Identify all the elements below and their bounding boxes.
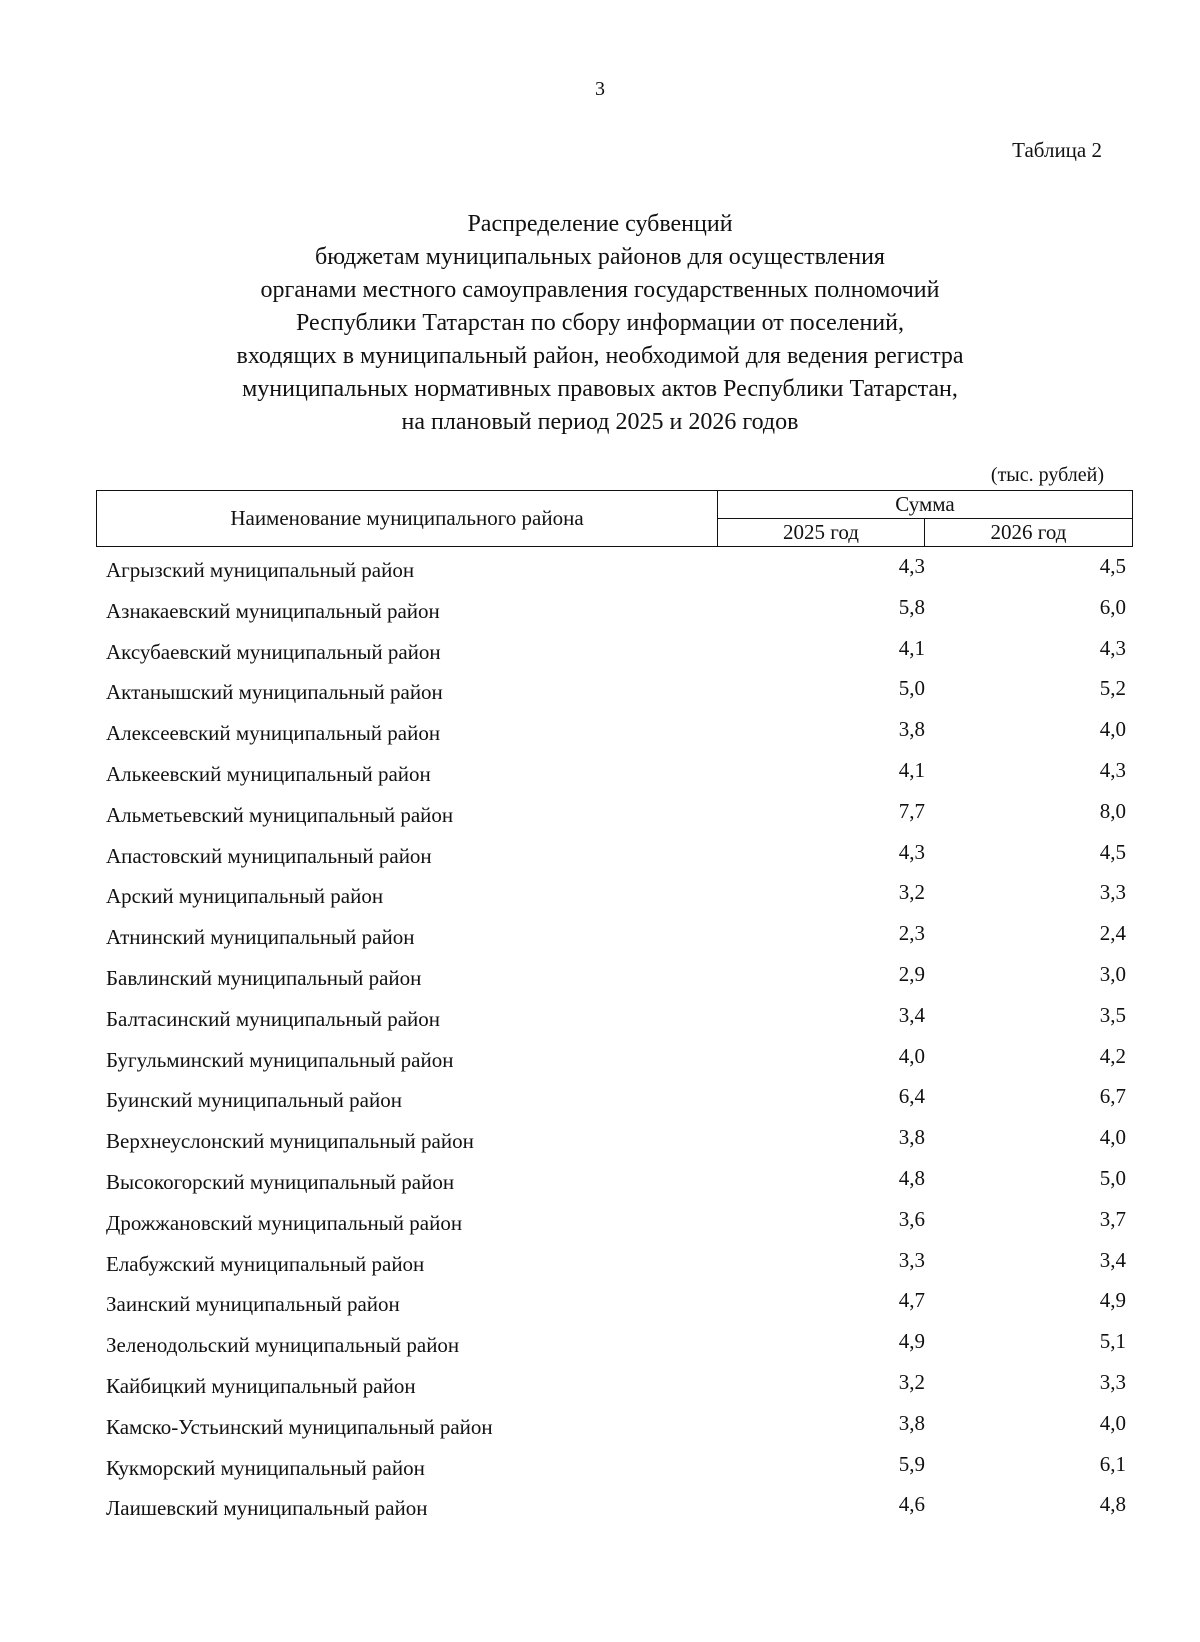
value-2025: 4,1 — [898, 757, 925, 782]
header-sum: Сумма — [718, 491, 1132, 519]
value-2026: 3,3 — [1099, 880, 1126, 905]
table-row — [0, 1203, 1200, 1244]
table-row — [0, 1325, 1200, 1366]
title-line: Распределение субвенций — [467, 211, 733, 237]
value-2025: 4,9 — [898, 1329, 925, 1354]
district-name: Дрожжановский муниципальный район — [106, 1210, 463, 1235]
header-year-2026: 2026 год — [990, 520, 1067, 544]
value-2025: 2,3 — [898, 921, 925, 946]
table-row — [0, 1244, 1200, 1285]
value-2026: 6,1 — [1099, 1451, 1126, 1476]
value-2025: 4,7 — [898, 1288, 925, 1313]
header-district-name: Наименование муниципального района — [97, 491, 718, 546]
value-2026: 4,3 — [1099, 757, 1126, 782]
value-2025: 3,2 — [898, 880, 925, 905]
district-name: Аксубаевский муниципальный район — [106, 639, 441, 664]
title-line: органами местного самоуправления государственных полномочий — [260, 277, 940, 303]
district-name: Апастовский муниципальный район — [106, 843, 432, 868]
district-name: Лаишевский муниципальный район — [106, 1496, 428, 1521]
table-row — [0, 958, 1200, 999]
value-2026: 4,5 — [1099, 554, 1126, 578]
district-name: Буинский муниципальный район — [106, 1088, 402, 1113]
table-row — [0, 1488, 1200, 1529]
units-label: (тыс. рублей) — [990, 464, 1104, 486]
table-row — [0, 795, 1200, 836]
value-2026: 8,0 — [1099, 798, 1126, 823]
district-name: Кукморский муниципальный район — [106, 1455, 425, 1480]
district-name: Балтасинский муниципальный район — [106, 1006, 441, 1031]
value-2025: 4,6 — [898, 1492, 925, 1517]
table-row — [0, 754, 1200, 795]
page-number: 3 — [595, 78, 605, 100]
value-2026: 3,5 — [1099, 1002, 1126, 1027]
district-name: Альметьевский муниципальный район — [106, 802, 454, 827]
value-2026: 5,1 — [1099, 1329, 1126, 1354]
table-row — [0, 1040, 1200, 1081]
value-2025: 3,8 — [898, 1410, 925, 1435]
table-row — [0, 1080, 1200, 1121]
value-2025: 3,4 — [898, 1002, 925, 1027]
title-line: Республики Татарстан по сбору информации от поселений, — [296, 310, 904, 336]
value-2025: 4,1 — [898, 635, 925, 660]
value-2026: 4,0 — [1099, 1410, 1126, 1435]
district-name: Алькеевский муниципальный район — [106, 761, 431, 786]
table-row — [0, 1284, 1200, 1325]
value-2025: 7,7 — [898, 798, 925, 823]
table-row — [0, 550, 1200, 591]
title-line: муниципальных нормативных правовых актов Республики Татарстан, — [242, 376, 958, 402]
district-name: Высокогорский муниципальный район — [106, 1169, 455, 1194]
district-name: Атнинский муниципальный район — [106, 925, 415, 950]
value-2026: 3,4 — [1099, 1247, 1126, 1272]
value-2026: 3,7 — [1099, 1206, 1126, 1231]
value-2026: 4,5 — [1099, 839, 1126, 864]
table-row — [0, 632, 1200, 673]
district-name: Елабужский муниципальный район — [106, 1251, 425, 1276]
value-2025: 6,4 — [898, 1084, 925, 1109]
value-2026: 4,8 — [1099, 1492, 1126, 1517]
table-header — [96, 490, 1133, 547]
district-name: Заинский муниципальный район — [106, 1292, 400, 1317]
value-2025: 4,0 — [898, 1043, 925, 1068]
value-2025: 4,8 — [898, 1165, 925, 1190]
value-2025: 5,9 — [898, 1451, 925, 1476]
value-2026: 6,0 — [1099, 594, 1126, 619]
value-2025: 3,8 — [898, 1125, 925, 1150]
district-name: Азнакаевский муниципальный район — [106, 598, 440, 623]
district-name: Зеленодольский муниципальный район — [106, 1333, 460, 1358]
table-row — [0, 999, 1200, 1040]
district-name: Арский муниципальный район — [106, 884, 384, 909]
value-2026: 4,3 — [1099, 635, 1126, 660]
table-row — [0, 836, 1200, 877]
district-name: Актанышский муниципальный район — [106, 680, 443, 705]
table-row — [0, 1407, 1200, 1448]
value-2026: 4,0 — [1099, 717, 1126, 742]
value-2026: 6,7 — [1099, 1084, 1126, 1109]
table-row — [0, 591, 1200, 632]
table-label: Таблица 2 — [1012, 138, 1102, 162]
table-body — [0, 550, 1200, 1529]
value-2025: 5,0 — [898, 676, 925, 701]
value-2026: 3,0 — [1099, 961, 1126, 986]
table-row — [0, 917, 1200, 958]
district-name: Алексеевский муниципальный район — [106, 721, 441, 746]
value-2026: 4,9 — [1099, 1288, 1126, 1313]
value-2025: 2,9 — [898, 961, 925, 986]
table-row — [0, 713, 1200, 754]
value-2025: 4,3 — [898, 554, 925, 578]
table-row — [0, 1448, 1200, 1489]
title-line: на плановый период 2025 и 2026 годов — [401, 409, 799, 435]
district-name: Бавлинский муниципальный район — [106, 965, 422, 990]
table-row — [0, 672, 1200, 713]
value-2025: 3,3 — [898, 1247, 925, 1272]
value-2026: 3,3 — [1099, 1369, 1126, 1394]
header-year-2025: 2025 год — [718, 519, 925, 546]
value-2026: 4,0 — [1099, 1125, 1126, 1150]
district-name: Бугульминский муниципальный район — [106, 1047, 454, 1072]
value-2025: 3,6 — [898, 1206, 925, 1231]
table-row — [0, 876, 1200, 917]
value-2025: 5,8 — [898, 594, 925, 619]
title-line: входящих в муниципальный район, необходимой для ведения регистра — [236, 343, 964, 369]
district-name: Кайбицкий муниципальный район — [106, 1373, 416, 1398]
value-2026: 5,0 — [1099, 1165, 1126, 1190]
value-2025: 3,2 — [898, 1369, 925, 1394]
district-name: Камско-Устьинский муниципальный район — [106, 1414, 493, 1439]
value-2026: 2,4 — [1099, 921, 1126, 946]
value-2026: 4,2 — [1099, 1043, 1126, 1068]
district-name: Верхнеуслонский муниципальный район — [106, 1129, 474, 1154]
table-row — [0, 1366, 1200, 1407]
value-2026: 5,2 — [1099, 676, 1126, 701]
table-row — [0, 1162, 1200, 1203]
value-2025: 3,8 — [898, 717, 925, 742]
document-title — [0, 208, 1200, 439]
title-line: бюджетам муниципальных районов для осуществления — [315, 244, 885, 270]
value-2025: 4,3 — [898, 839, 925, 864]
table-row — [0, 1121, 1200, 1162]
district-name: Агрызский муниципальный район — [106, 558, 415, 582]
